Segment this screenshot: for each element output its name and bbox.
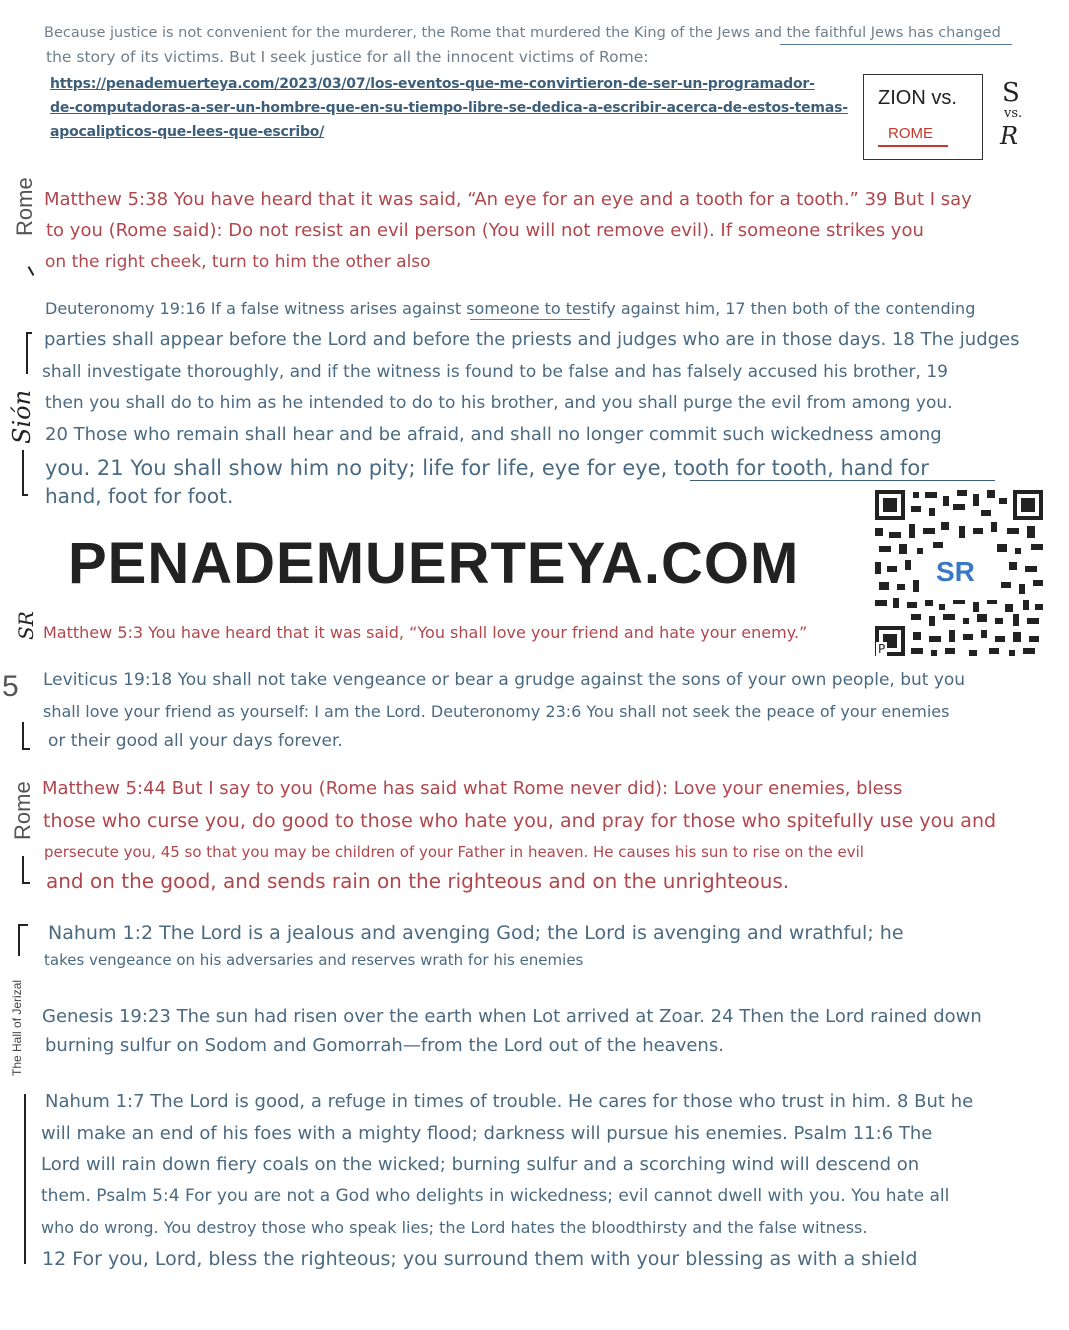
zion-vs-rome-badge: [863, 74, 983, 160]
ink-underline: [470, 319, 590, 320]
qr-logo-text: SR: [936, 556, 975, 587]
deut-19-16-line-5: 20 Those who remain shall hear and be afraid, and shall no longer commit such wickedness among: [45, 424, 942, 445]
deut-19-16-line-4: then you shall do to him as he intended to do to his brother, and you shall purge the evil from among you.: [45, 393, 953, 413]
badge-rome: ROME: [888, 125, 933, 142]
ink-bracket: [22, 450, 28, 496]
qr-p-mark: P: [878, 642, 886, 656]
deut-19-16-line-1: Deuteronomy 19:16 If a false witness arises against someone to testify against him, 17 then both of the contending: [45, 299, 976, 318]
qr-logo: [936, 556, 975, 588]
intro-line-2: the story of its victims. But I seek justice for all the innocent victims of Rome:: [46, 48, 649, 66]
gen-19-23-line-2: burning sulfur on Sodom and Gomorrah—from the Lord out of the heavens.: [45, 1035, 724, 1056]
lev-19-18-line-2: shall love your friend as yourself: I am the Lord. Deuteronomy 23:6 You shall not seek the peace of your enemies: [43, 702, 950, 721]
deut-19-16-line-7: hand, foot for foot.: [45, 484, 234, 508]
side-label-sr: SR: [14, 611, 38, 640]
deut-19-16-line-2: parties shall appear before the Lord and before the priests and judges who are in those days. 18 The judges: [44, 329, 1020, 350]
side-label-hall: The Hall of Jerizal: [10, 979, 24, 1076]
handwritten-s: S: [1002, 78, 1020, 108]
matt-5-38-line-2: to you (Rome said): Do not resist an evil person (You will not remove evil). If someone strikes you: [46, 220, 924, 241]
matt-5-44-line-4: and on the good, and sends rain on the righteous and on the unrighteous.: [46, 869, 790, 893]
nahum-1-7-line-3: Lord will rain down fiery coals on the wicked; burning sulfur and a scorching wind will descend on: [41, 1154, 920, 1175]
nahum-1-7-line-5: who do wrong. You destroy those who speak lies; the Lord hates the bloodthirsty and the false witness.: [41, 1218, 868, 1237]
ink-underline: [780, 44, 1012, 45]
matt-5-38-line-1: Matthew 5:38 You have heard that it was said, “An eye for an eye and a tooth for a tooth.” 39 But I say: [44, 189, 972, 210]
matt-5-38-line-3: on the right cheek, turn to him the other also: [45, 252, 431, 272]
gen-19-23-line-1: Genesis 19:23 The sun had risen over the earth when Lot arrived at Zoar. 24 Then the Lord rained down: [42, 1006, 982, 1027]
handwritten-vs: vs.: [1004, 106, 1023, 121]
nahum-1-7-line-2: will make an end of his foes with a mighty flood; darkness will pursue his enemies. Psalm 11:6 The: [41, 1123, 933, 1144]
intro-line-1: Because justice is not convenient for the murderer, the Rome that murdered the King of the Jews and the faithful Jews has changed: [44, 25, 1001, 41]
deut-19-16-line-6: you. 21 You shall show him no pity; life for life, eye for eye, tooth for tooth, hand for: [45, 456, 929, 480]
article-link-line-1[interactable]: https://penademuerteya.com/2023/03/07/los-eventos-que-me-convirtieron-de-ser-un-programador-: [50, 76, 815, 92]
matt-5-44-line-2: those who curse you, do good to those who hate you, and pray for those who spitefully use you and: [43, 810, 997, 832]
ink-tick: [28, 266, 35, 276]
ink-bracket: [18, 924, 28, 956]
lev-19-18-line-3: or their good all your days forever.: [48, 731, 343, 751]
ink-bracket: [22, 856, 30, 884]
ink-bracket-long: [24, 1094, 32, 1264]
ink-underline: [690, 480, 995, 481]
site-banner: PENADEMUERTEYA.COM: [68, 531, 800, 596]
ink-bracket: [22, 722, 30, 750]
nahum-1-7-line-4: them. Psalm 5:4 For you are not a God who delights in wickedness; evil cannot dwell with you. You hate all: [41, 1186, 950, 1206]
article-link-line-2[interactable]: de-computadoras-a-ser-un-hombre-que-en-su-tiempo-libre-se-dedica-a-escribir-acerca-de-estos-temas-: [50, 100, 848, 116]
deut-19-16-line-3: shall investigate thoroughly, and if the witness is found to be false and has falsely accused his brother, 19: [42, 362, 948, 382]
article-link-line-3[interactable]: apocalipticos-que-lees-que-escribo/: [50, 124, 325, 140]
nahum-1-7-line-6: 12 For you, Lord, bless the righteous; you surround them with your blessing as with a shield: [42, 1248, 918, 1270]
nahum-1-7-line-1: Nahum 1:7 The Lord is good, a refuge in times of trouble. He cares for those who trust in him. 8 But he: [45, 1091, 974, 1112]
badge-zion: ZION vs.: [878, 87, 957, 109]
nahum-1-2-line-2: takes vengeance on his adversaries and reserves wrath for his enemies: [44, 951, 584, 969]
lev-19-18-line-1: Leviticus 19:18 You shall not take vengeance or bear a grudge against the sons of your own people, but you: [43, 670, 966, 690]
matt-5-44-line-1: Matthew 5:44 But I say to you (Rome has said what Rome never did): Love your enemies, bless: [42, 778, 903, 799]
matt-5-44-line-3: persecute you, 45 so that you may be children of your Father in heaven. He causes his sun to rise on the evil: [44, 843, 864, 861]
nahum-1-2-line-1: Nahum 1:2 The Lord is a jealous and avenging God; the Lord is avenging and wrathful; he: [48, 922, 904, 944]
ink-bracket: [26, 332, 32, 374]
side-label-sion: Sión: [8, 389, 36, 444]
side-label-rome-middle: Rome: [10, 781, 35, 840]
matt-5-3-line-1: Matthew 5:3 You have heard that it was said, “You shall love your friend and hate your enemy.”: [43, 623, 808, 642]
side-label-rome-top: Rome: [12, 177, 37, 236]
side-label-number: 5: [2, 670, 19, 703]
badge-underline: [878, 145, 948, 147]
handwritten-r: R: [1000, 122, 1019, 150]
